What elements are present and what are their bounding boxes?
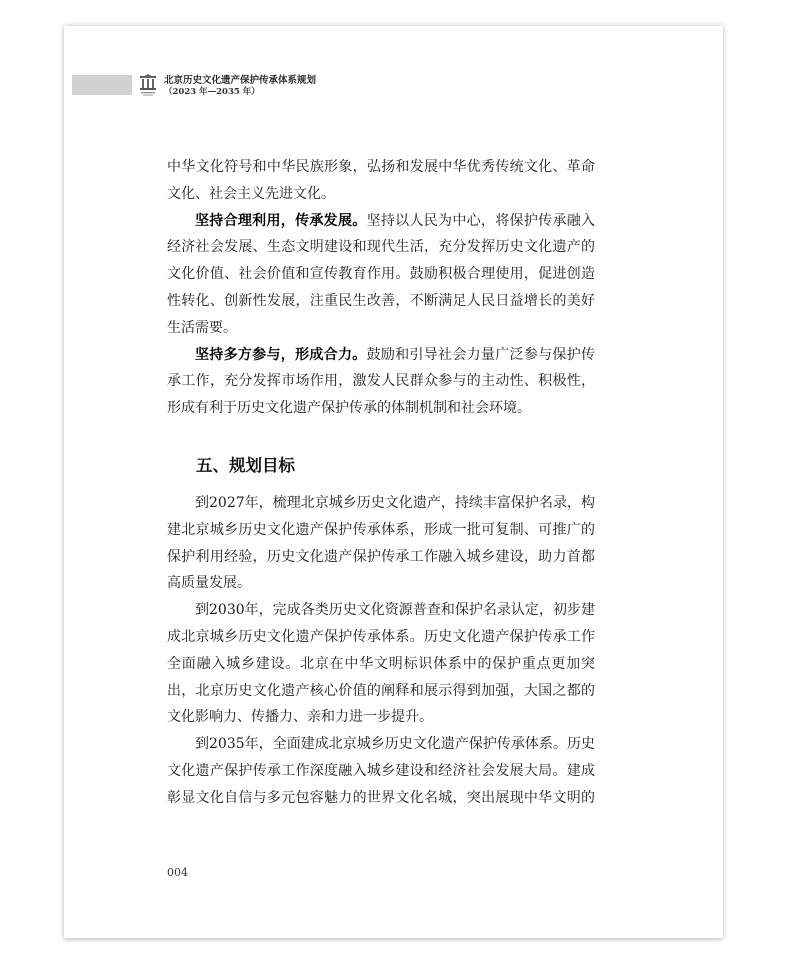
text-line: 承工作，充分发挥市场作用，激发人民群众参与的主动性、积极性， — [167, 373, 595, 390]
text-line: 经济社会发展、生态文明建设和现代生活，充分发挥历史文化遗产的 — [167, 239, 595, 256]
text-line: 高质量发展。 — [167, 575, 251, 592]
text-line: 彰显文化自信与多元包容魅力的世界文化名城，突出展现中华文明的 — [167, 789, 595, 806]
text-line: 中华文化符号和中华民族形象，弘扬和发展中华优秀传统文化、革命 — [167, 159, 595, 175]
text-line: 文化价值、社会价值和宣传教育作用。鼓励积极合理使用，促进创造 — [167, 266, 595, 283]
text-line: 生活需要。 — [167, 319, 237, 336]
paragraph-first-line — [167, 342, 595, 369]
body-bottom — [167, 490, 595, 812]
text-line: 性转化、创新性发展，注重民生改善，不断满足人民日益增长的美好 — [167, 292, 595, 309]
text-line: 成北京城乡历史文化遗产保护传承体系。历史文化遗产保护传承工作 — [167, 628, 595, 645]
text-line: 出，北京历史文化遗产核心价值的阐释和展示得到加强，大国之都的 — [167, 682, 595, 699]
text-line: 到2027年，梳理北京城乡历史文化遗产，持续丰富保护名录，构 — [195, 495, 595, 511]
text-run: 坚持以人民为中心，将保护传承融入 — [366, 212, 595, 229]
heritage-emblem-icon — [138, 73, 158, 97]
body-top — [167, 154, 595, 422]
text-line: 到2035年，全面建成北京城乡历史文化遗产保护传承体系。历史 — [195, 736, 595, 753]
header-subtitle: （2023 年—2035 年） — [164, 87, 260, 97]
page-number: 004 — [167, 866, 188, 879]
section-heading: 五、规划目标 — [196, 456, 295, 475]
text-line: 形成有利于历史文化遗产保护传承的体制机制和社会环境。 — [167, 400, 531, 417]
text-line: 保护利用经验，历史文化遗产保护传承工作融入城乡建设，助力首都 — [167, 548, 595, 565]
header-gray-bar — [72, 75, 132, 95]
bold-lead: 坚持多方参与，形成合力。 — [195, 346, 367, 363]
text-line: 文化、社会主义先进文化。 — [167, 185, 335, 202]
text-line: 文化影响力、传播力、亲和力进一步提升。 — [167, 709, 433, 726]
paragraph-first-line — [167, 208, 595, 235]
text-line: 到2030年，完成各类历史文化资源普查和保护名录认定，初步建 — [195, 602, 595, 619]
text-line: 建北京城乡历史文化遗产保护传承体系，形成一批可复制、可推广的 — [167, 521, 595, 538]
text-line: 文化遗产保护传承工作深度融入城乡建设和经济社会发展大局。建成 — [167, 762, 595, 779]
header-title: 北京历史文化遗产保护传承体系规划 — [164, 75, 317, 86]
text-run: 鼓励和引导社会力量广泛参与保护传 — [366, 346, 595, 363]
text-line: 全面融入城乡建设。北京在中华文明标识体系中的保护重点更加突 — [167, 655, 595, 672]
bold-lead: 坚持合理利用，传承发展。 — [195, 212, 367, 229]
